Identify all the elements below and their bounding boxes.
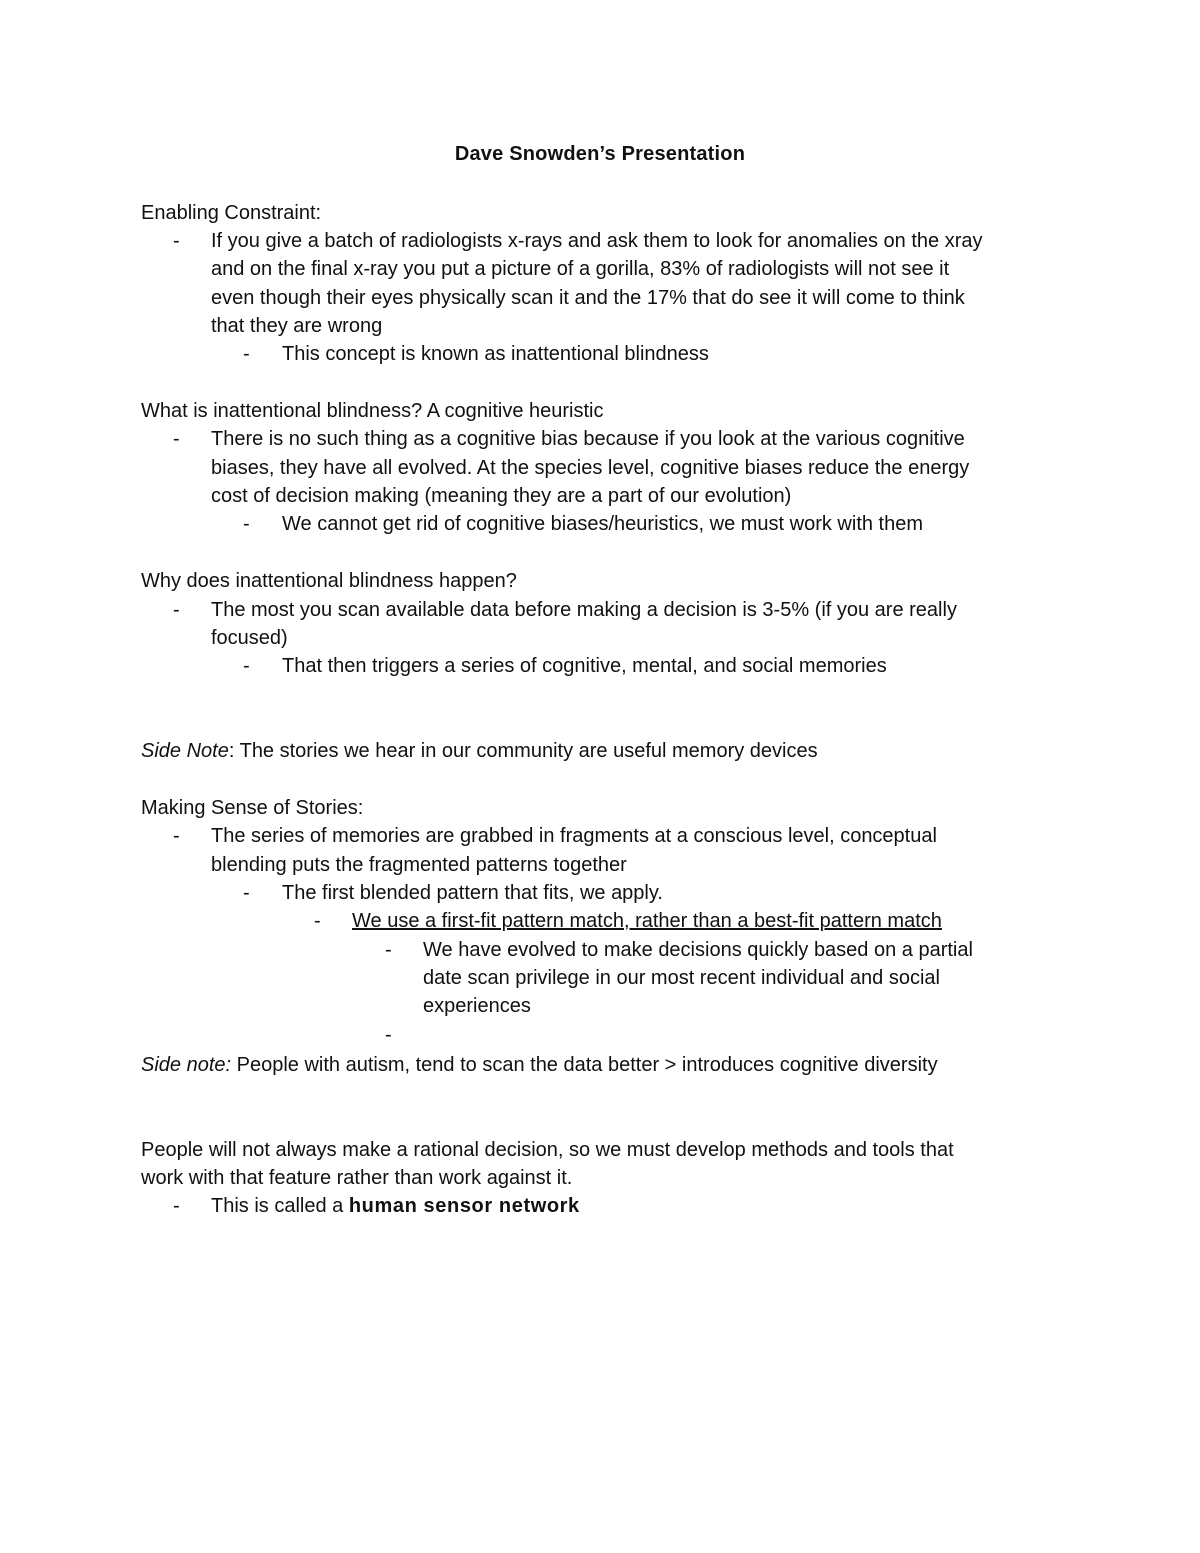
list-subitem-text: We cannot get rid of cognitive biases/heuristics, we must work with them — [282, 513, 924, 535]
list-item-line — [211, 1192, 580, 1220]
side-note-label: Side note: — [141, 1054, 232, 1076]
conclusion-line: work with that feature rather than work against it. — [141, 1167, 573, 1189]
side-note — [141, 1051, 1051, 1079]
section-heading-making-sense: Making Sense of Stories: — [141, 797, 364, 819]
list-subitem-text: This concept is known as inattentional blindness — [282, 343, 709, 365]
bullet-dash: - — [173, 428, 180, 450]
bullet-dash: - — [243, 343, 250, 365]
bullet-dash: - — [173, 230, 180, 252]
bullet-dash: - — [243, 513, 250, 535]
list-subitem-text: That then triggers a series of cognitive, mental, and social memories — [282, 655, 887, 677]
list-item-line: even though their eyes physically scan it and the 17% that do see it will come to think — [211, 287, 965, 309]
list-item-line: and on the final x-ray you put a picture of a gorilla, 83% of radiologists will not see it — [211, 258, 950, 280]
list-item-line: If you give a batch of radiologists x-rays and ask them to look for anomalies on the xray — [211, 230, 983, 252]
bullet-dash: - — [243, 655, 250, 677]
section-heading-inattentional-blindness: What is inattentional blindness? A cognitive heuristic — [141, 400, 604, 422]
list-item-line: that they are wrong — [211, 315, 383, 337]
list-item-line: blending puts the fragmented patterns together — [211, 854, 627, 876]
bullet-dash: - — [173, 1195, 180, 1217]
list-item-line: focused) — [211, 627, 288, 649]
list-item-prefix: This is called a — [211, 1195, 349, 1217]
list-subitem-text: We have evolved to make decisions quickly based on a partial — [423, 939, 973, 961]
list-subitem-text: The first blended pattern that fits, we apply. — [282, 882, 663, 904]
list-subitem-text: experiences — [423, 995, 531, 1017]
side-note-label: Side Note — [141, 740, 229, 762]
list-item-line: There is no such thing as a cognitive bias because if you look at the various cognitive — [211, 428, 965, 450]
list-item-line: biases, they have all evolved. At the species level, cognitive biases reduce the energy — [211, 457, 970, 479]
bullet-dash: - — [173, 599, 180, 621]
side-note — [141, 737, 1051, 765]
bullet-dash: - — [385, 1024, 392, 1046]
side-note-text: : The stories we hear in our community are useful memory devices — [228, 740, 818, 762]
list-item-bold-term: human sensor network — [348, 1195, 580, 1217]
list-item-line: The most you scan available data before making a decision is 3-5% (if you are really — [211, 599, 957, 621]
bullet-dash: - — [173, 825, 180, 847]
conclusion-line: People will not always make a rational decision, so we must develop methods and tools that — [141, 1139, 954, 1161]
bullet-dash: - — [385, 939, 392, 961]
bullet-dash: - — [243, 882, 250, 904]
list-subitem-text: date scan privilege in our most recent individual and social — [423, 967, 940, 989]
document-title: Dave Snowden’s Presentation — [454, 143, 746, 165]
list-item-line: The series of memories are grabbed in fragments at a conscious level, conceptual — [211, 825, 937, 847]
section-heading-enabling-constraint: Enabling Constraint: — [141, 202, 322, 224]
bullet-dash: - — [314, 910, 321, 932]
section-heading-why: Why does inattentional blindness happen? — [141, 570, 517, 592]
side-note-text: People with autism, tend to scan the data better > introduces cognitive diversity — [231, 1054, 938, 1076]
list-item-line: cost of decision making (meaning they are a part of our evolution) — [211, 485, 792, 507]
list-subitem-text-underlined: We use a first-fit pattern match, rather than a best-fit pattern match — [352, 910, 942, 932]
